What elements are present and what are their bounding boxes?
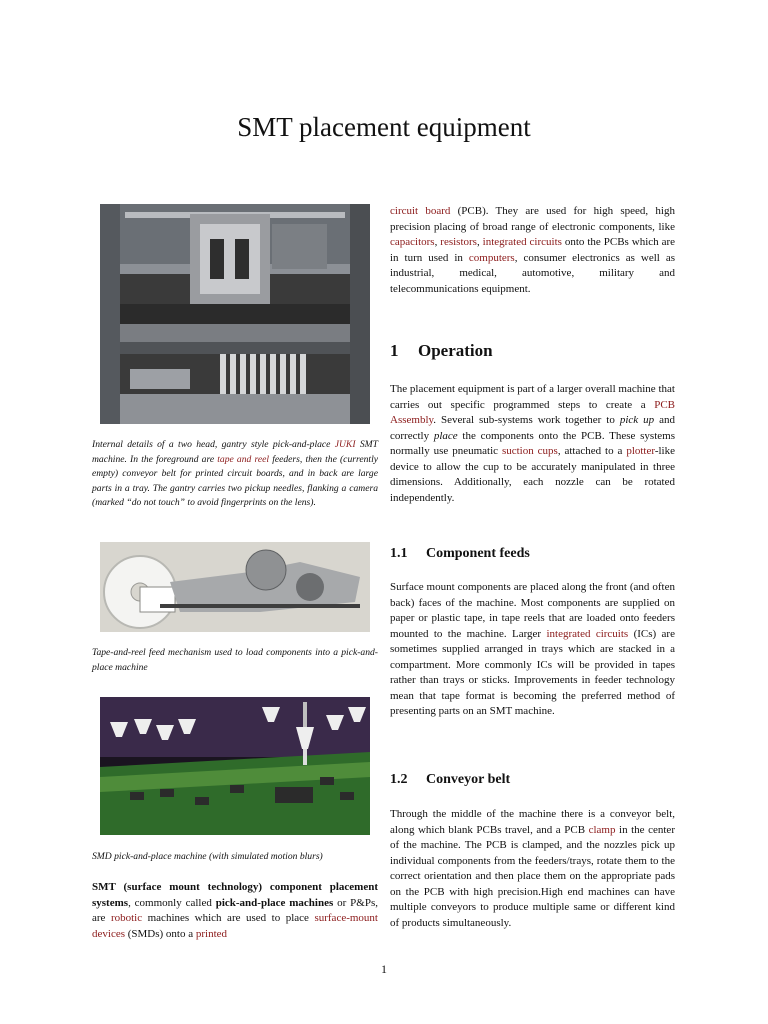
link-tape-and-reel[interactable]: tape and reel [217,453,270,465]
link-integrated-circuits[interactable]: integrated circuits [482,236,562,248]
intro-bold-term: pick-and-place machines [215,896,334,909]
section-title: Component feeds [426,546,530,561]
figure-smd-pick-and-place [100,697,370,835]
component-feeds-paragraph [390,580,675,720]
page-title: SMT placement equipment [237,112,531,142]
tape-reel-feeder-photo [100,542,370,632]
body-text: and correctly [390,414,675,442]
intro-continuation [390,204,675,297]
link-juki[interactable]: JUKI [334,439,356,450]
section-number: 1.2 [390,772,408,787]
link-integrated-circuits[interactable]: integrated circuits [546,627,629,640]
link-plotter[interactable]: plotter [626,445,655,457]
section-heading-conveyor-belt [390,772,510,788]
link-robotic[interactable]: robotic [110,912,143,924]
intro-text: , [476,236,483,248]
body-text: in the center of the machine. The PCB is clamped, and the nozzles pick up individual components from the feeders/trays, rotate them to the correct orientation and then place them on the appropriate pads on the PCB with high precision.High end machines can have multiple conveyors to produce multiple same or different kind of products simultaneously. [390,823,675,929]
intro-text: , commonly called [128,896,216,909]
intro-text: machines which are used to place [142,912,315,924]
intro-text: (SMDs) onto a [124,927,196,940]
juki-machine-photo [100,204,370,424]
link-capacitors[interactable]: capacitors [390,236,435,248]
body-text: , attached to a [557,445,627,457]
body-text: The placement equipment is part of a larger overall machine that carries out specific programmed steps to create a [390,383,675,411]
figure-juki-machine [100,204,370,424]
body-text: -like device to allow the cup to be accurately manipulated in three dimensions. Additionally, each nozzle can be rotated independently. [390,445,675,504]
figure-caption-juki [92,438,378,511]
section-heading-component-feeds [390,546,530,562]
link-surface-mount-devices[interactable]: surface-mount devices [92,912,378,940]
link-clamp[interactable]: clamp [588,823,616,836]
italic-term: place [433,429,458,442]
section-title: Conveyor belt [426,772,511,787]
section-number: 1 [390,341,399,360]
caption-text: feeders, then the (currently empty) conveyor belt for printed circuit boards, and in back are large parts in a tray. The gantry carries two pickup needles, flanking a camera (marked “do not touch” to avoid fingerprints on the lens). [92,453,378,508]
link-resistors[interactable]: resistors [440,236,477,248]
intro-text: , consumer electronics as well as industrial, medical, automotive, military and telecommunications equipment. [390,251,676,295]
body-text: Through the middle of the machine there is a conveyor belt, along which blank PCBs travel, and a PCB [390,808,675,836]
intro-bold-term: SMT (surface mount technology) component placement systems [92,881,378,909]
link-pcb-assembly[interactable]: PCB Assembly [390,398,675,426]
intro-text: or P&Ps, are [92,896,378,924]
figure-caption-smd: SMD pick-and-place machine (with simulated motion blurs) [92,851,323,862]
caption-text: Internal details of a two head, gantry style pick-and-place [92,439,335,450]
intro-text: onto the PCBs which are in turn used in [390,236,675,264]
figure-tape-reel-feeder [100,542,370,632]
body-text: the components onto the PCB. These systems normally use pneumatic [390,429,675,457]
intro-text: (PCB). They are used for high speed, high precision placing of broad range of electronic components, like [390,205,675,233]
figure-caption-tape-reel: Tape-and-reel feed mechanism used to load components into a pick-and-place machine [92,647,378,673]
link-computers[interactable]: computers [468,251,515,264]
link-suction-cups[interactable]: suction cups [501,445,558,457]
link-circuit-board[interactable]: circuit board [390,205,451,217]
smd-pick-and-place-photo [100,697,370,835]
section-title: Operation [418,341,493,360]
body-text: (ICs) are sometimes supplied arranged in trays which are stacked in a compartment. More commonly ICs will be provided in tapes rather than trays or sticks. Improvements in feeder technology mean that tape format is becoming the preferred method of presenting parts on an SMT machine. [390,627,675,717]
intro-text: , [434,236,441,248]
page-number: 1 [381,962,387,976]
section-heading-operation [390,341,493,361]
italic-term: pick up [619,414,655,426]
caption-text: SMT machine. In the foreground are [92,439,378,465]
body-text: Surface mount components are placed along the front (and often back) faces of the machine. Most components are supplied on paper or plastic tape, in tape reels that are loaded onto feeders mounted to the machine. Larger [390,581,675,640]
operation-paragraph [390,382,675,506]
body-text: . Several sub-systems work together to [433,414,620,426]
conveyor-belt-paragraph [390,807,675,931]
section-number: 1.1 [390,546,408,561]
intro-paragraph [92,880,378,942]
link-printed[interactable]: printed [195,927,228,940]
